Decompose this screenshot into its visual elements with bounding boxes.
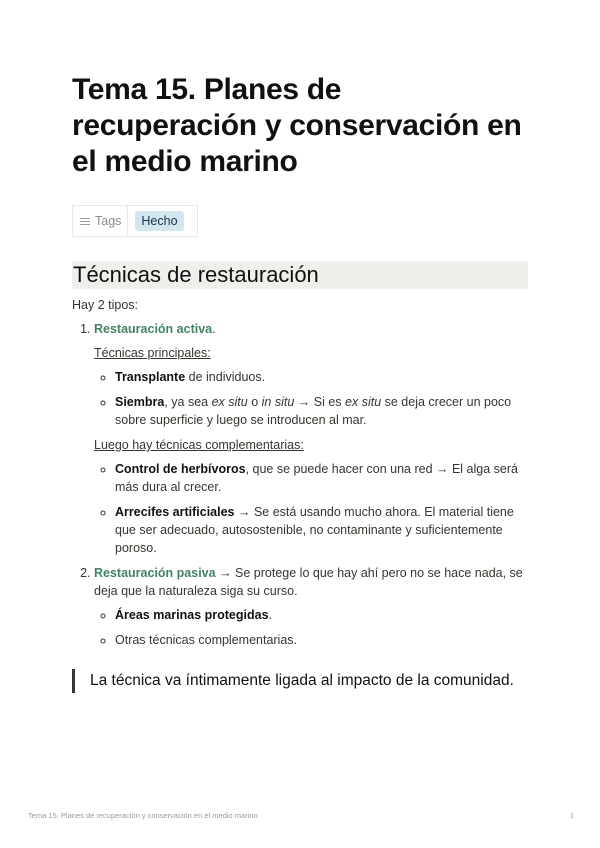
quote-block: La técnica va íntimamente ligada al impacto de la comunidad. bbox=[72, 669, 542, 693]
item-text: de individuos. bbox=[185, 370, 266, 384]
item2-title: Restauración pasiva bbox=[94, 566, 216, 580]
bold-term: Siembra bbox=[115, 395, 165, 409]
italic-term: in situ bbox=[261, 395, 295, 409]
principal-label: Técnicas principales: bbox=[94, 346, 211, 360]
item-text: , que se puede hacer con una red → El alga será más dura al crecer. bbox=[115, 462, 518, 494]
item-text: se deja crecer un poco sobre superficie y luego se introducen al mar. bbox=[115, 395, 512, 427]
item1-title: Restauración activa bbox=[94, 322, 213, 336]
list-icon bbox=[80, 216, 90, 227]
section-body bbox=[72, 296, 532, 656]
item2-text: → Se protege lo que hay ahí pero no se hace nada, se deja que la naturaleza siga su curso. bbox=[94, 566, 523, 598]
intro-text: Hay 2 tipos: bbox=[72, 298, 139, 312]
italic-term: ex situ bbox=[345, 395, 382, 409]
tag-badge[interactable]: Hecho bbox=[135, 211, 183, 231]
passive-list bbox=[94, 606, 532, 649]
tags-property bbox=[73, 206, 128, 236]
item-text: o bbox=[247, 395, 262, 409]
item1-suffix: . bbox=[212, 322, 216, 336]
properties-table bbox=[72, 205, 198, 237]
page-footer bbox=[28, 811, 574, 820]
tags-value[interactable] bbox=[128, 211, 183, 231]
list-item bbox=[94, 320, 532, 557]
italic-term: ex situ bbox=[211, 395, 248, 409]
tags-label: Tags bbox=[95, 214, 122, 228]
bold-term: Transplante bbox=[115, 370, 186, 384]
list-item bbox=[115, 393, 532, 429]
list-item bbox=[115, 503, 532, 557]
footer-title: Tema 15. Planes de recuperación y conservación en el medio marino bbox=[28, 811, 258, 820]
bold-term: Arrecifes artificiales bbox=[115, 505, 235, 519]
principal-list bbox=[94, 368, 532, 429]
complementary-label: Luego hay técnicas complementarias: bbox=[94, 438, 304, 452]
item-text: Otras técnicas complementarias. bbox=[115, 633, 298, 647]
item-text: → Si es bbox=[294, 395, 346, 409]
list-item bbox=[94, 564, 532, 649]
page-title: Tema 15. Planes de recuperación y conservación en el medio marino bbox=[72, 73, 522, 178]
bold-term: Control de herbívoros bbox=[115, 462, 246, 476]
types-list bbox=[72, 320, 532, 649]
item-text: , ya sea bbox=[164, 395, 212, 409]
list-item bbox=[115, 460, 532, 496]
list-item bbox=[115, 631, 532, 649]
item-text: . bbox=[268, 608, 273, 622]
section-heading: Técnicas de restauración bbox=[72, 261, 528, 289]
item-text: → Se está usando mucho ahora. El material tiene que ser adecuado, autosostenible, no contaminante y suficientemente poroso. bbox=[115, 505, 514, 555]
list-item bbox=[115, 606, 532, 624]
complementary-list bbox=[94, 460, 532, 557]
page-number: 1 bbox=[569, 811, 574, 820]
list-item bbox=[115, 368, 532, 386]
bold-term: Áreas marinas protegidas bbox=[115, 608, 269, 622]
